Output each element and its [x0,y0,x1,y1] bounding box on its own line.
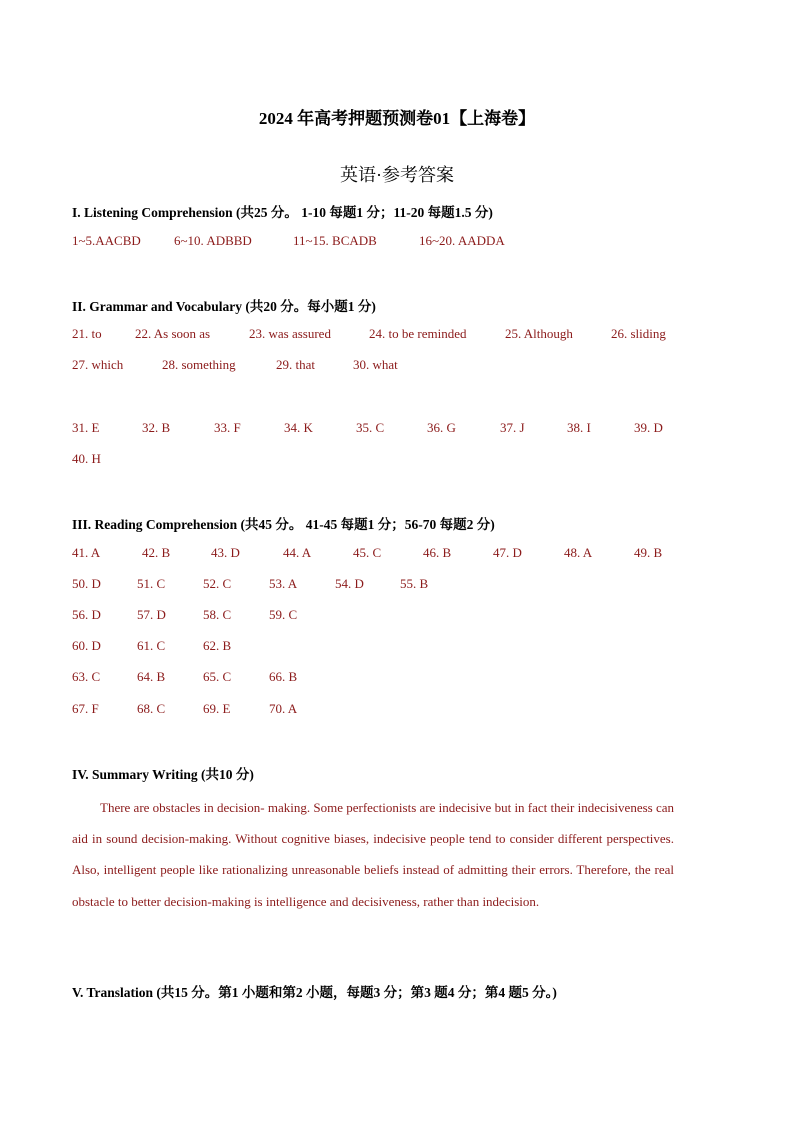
answer-item: 62. B [203,638,232,653]
answer-item: 55. B [400,576,429,591]
answer-item: 25. Although [505,326,573,341]
answer-item: 33. F [214,420,241,435]
translation-heading: V. Translation (共15 分。第1 小题和第2 小题，每题3 分；第3 题4 分；第4 题5 分。) [72,985,557,1000]
answer-item: 35. C [356,420,385,435]
summary-paragraph: There are obstacles in decision- making. Some perfectionists are indecisive but in fact their indecisiveness can aid in sound decision-making. Without cognitive biases, indecisive people tend to consider different perspectives. Also, intelligent people like rationalizing unreasonable beliefs instead of admitting their errors. Therefore, the real obstacle to better decision-making is intelligence and decisiveness, rather than indecision. [72,800,674,909]
answer-item: 29. that [276,357,315,372]
answer-item: 23. was assured [249,326,331,341]
answer-item: 66. B [269,669,298,684]
answer-item: 65. C [203,669,232,684]
answer-item: 48. A [564,545,593,560]
answer-item: 70. A [269,701,298,716]
summary-heading: IV. Summary Writing (共10 分) [72,767,254,782]
listening-heading: I. Listening Comprehension (共25 分。 1-10 每题1 分；11-20 每题1.5 分) [72,205,493,220]
reading-heading: III. Reading Comprehension (共45 分。 41-45 每题1 分；56-70 每题2 分) [72,517,495,532]
answer-item: 46. B [423,545,452,560]
answer-item: 67. F [72,701,99,716]
answer-item: 64. B [137,669,166,684]
answer-item: 43. D [211,545,240,560]
answer-item: 6~10. ADBBD [174,233,252,248]
answer-item: 41. A [72,545,101,560]
answer-item: 52. C [203,576,232,591]
answer-item: 60. D [72,638,101,653]
answer-item: 68. C [137,701,166,716]
answer-item: 50. D [72,576,101,591]
answer-item: 1~5.AACBD [72,233,141,248]
answer-item: 27. which [72,357,124,372]
answer-item: 37. J [500,420,525,435]
answer-item: 16~20. AADDA [419,233,505,248]
summary-answer [72,792,674,917]
answer-item: 22. As soon as [135,326,211,341]
answer-item: 61. C [137,638,166,653]
answer-item: 54. D [335,576,364,591]
answer-item: 32. B [142,420,171,435]
answer-item: 58. C [203,607,232,622]
answer-item: 21. to [72,326,102,341]
answer-item: 40. H [72,451,101,466]
answer-item: 30. what [353,357,398,372]
answer-item: 59. C [269,607,298,622]
answer-item: 26. sliding [611,326,666,341]
answer-item: 51. C [137,576,166,591]
answer-item: 56. D [72,607,101,622]
answer-item: 38. I [567,420,591,435]
answer-item: 39. D [634,420,663,435]
answer-item: 63. C [72,669,101,684]
grammar-heading: II. Grammar and Vocabulary (共20 分。每小题1 分) [72,299,376,314]
answer-item: 28. something [162,357,236,372]
answer-item: 69. E [203,701,231,716]
answer-item: 44. A [283,545,312,560]
answer-item: 31. E [72,420,100,435]
answer-item: 45. C [353,545,382,560]
answer-item: 36. G [427,420,456,435]
page-title: 2024 年高考押题预测卷01【上海卷】 [258,109,536,128]
answer-item: 53. A [269,576,298,591]
answer-item: 42. B [142,545,171,560]
answer-item: 34. K [284,420,313,435]
answer-item: 49. B [634,545,663,560]
answer-item: 11~15. BCADB [293,233,377,248]
page-subtitle: 英语·参考答案 [340,165,454,185]
answer-item: 24. to be reminded [369,326,467,341]
answer-item: 57. D [137,607,166,622]
answer-item: 47. D [493,545,522,560]
